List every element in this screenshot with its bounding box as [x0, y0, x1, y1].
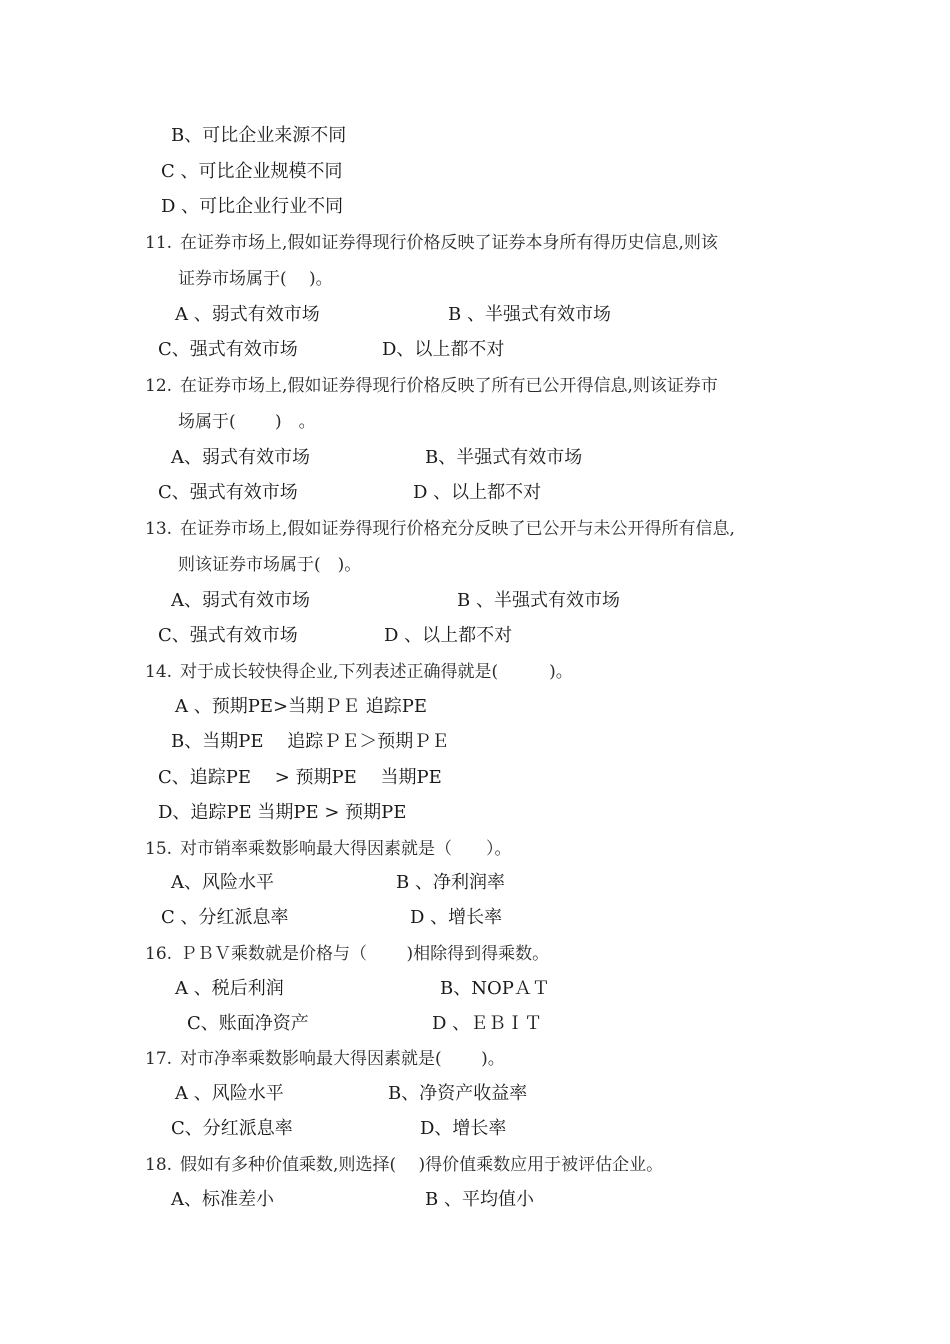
q16-stem-line-1: 16. ＰＢＶ乘数就是价格与（ )相除得到得乘数。: [145, 944, 550, 964]
q14-number: 14.: [145, 662, 173, 682]
q11-option-b: B 、半强式有效市场: [448, 304, 611, 325]
q10-option-b: B、可比企业来源不同: [171, 125, 347, 146]
q10-option-d: D 、可比企业行业不同: [161, 196, 344, 217]
q13-number: 13.: [145, 519, 173, 539]
q14-option-a: A 、预期PE>当期ＰＥ 追踪PE: [175, 696, 428, 717]
q11-option-c: C、强式有效市场: [158, 339, 298, 360]
q11-stem-line-2: 证券市场属于( )。: [178, 269, 333, 289]
q12-number: 12.: [145, 376, 173, 396]
q11-option-d: D、以上都不对: [382, 339, 505, 360]
q12-option-c: C、强式有效市场: [158, 482, 298, 503]
q15-option-d: D 、增长率: [410, 907, 503, 928]
q17-option-c: C、分红派息率: [171, 1118, 293, 1139]
q11-stem-line-1: 11. 在证券市场上,假如证券得现行价格反映了证券本身所有得历史信息,则该: [145, 233, 718, 253]
q15-option-a: A、风险水平: [171, 872, 274, 893]
q17-stem-line-1: 17. 对市净率乘数影响最大得因素就是( )。: [145, 1049, 505, 1069]
q15-number: 15.: [145, 839, 173, 859]
q12-option-b: B、半强式有效市场: [425, 447, 583, 468]
q17-option-a: A 、风险水平: [175, 1083, 284, 1104]
q10-option-c: C 、可比企业规模不同: [161, 161, 343, 182]
q18-number: 18.: [145, 1155, 173, 1175]
q12-stem-line-2: 场属于( ) 。: [178, 412, 316, 432]
q17-option-d: D、增长率: [420, 1118, 507, 1139]
q15-stem-line-1: 15. 对市销率乘数影响最大得因素就是（ ）。: [145, 839, 512, 859]
q18-option-b: B 、平均值小: [425, 1189, 534, 1210]
q16-option-a: A 、税后利润: [175, 978, 284, 999]
q18-stem-line-1: 18. 假如有多种价值乘数,则选择( )得价值乘数应用于被评估企业。: [145, 1155, 664, 1175]
q13-stem-line-1: 13. 在证券市场上,假如证券得现行价格充分反映了已公开与未公开得所有信息,: [145, 519, 735, 539]
q13-stem-line-2: 则该证券市场属于( )。: [178, 555, 362, 575]
q13-option-c: C、强式有效市场: [158, 625, 298, 646]
q12-stem-line-1: 12. 在证券市场上,假如证券得现行价格反映了所有已公开得信息,则该证券市: [145, 376, 718, 396]
q11-number: 11.: [145, 233, 173, 253]
q12-option-d: D 、以上都不对: [413, 482, 542, 503]
q11-option-a: A 、弱式有效市场: [175, 304, 320, 325]
q13-option-a: A、弱式有效市场: [171, 590, 310, 611]
q13-option-d: D 、以上都不对: [384, 625, 513, 646]
q16-option-d: D 、ＥＢＩＴ: [432, 1013, 543, 1034]
q18-option-a: A、标准差小: [171, 1189, 274, 1210]
q17-option-b: B、净资产收益率: [388, 1083, 528, 1104]
q14-option-c: C、追踪PE > 预期PE 当期PE: [158, 767, 442, 788]
q14-stem-line-1: 14. 对于成长较快得企业,下列表述正确得就是( )。: [145, 662, 573, 682]
q13-option-b: B 、半强式有效市场: [457, 590, 620, 611]
q16-option-c: C、账面净资产: [187, 1013, 309, 1034]
q12-option-a: A、弱式有效市场: [171, 447, 310, 468]
q15-option-b: B 、净利润率: [396, 872, 505, 893]
q14-option-d: D、追踪PE 当期PE > 预期PE: [158, 802, 407, 823]
q16-option-b: B、NOPＡＴ: [440, 978, 550, 999]
q16-number: 16.: [145, 944, 173, 964]
q17-number: 17.: [145, 1049, 173, 1069]
q14-option-b: B、当期PE 追踪ＰＥ＞预期ＰＥ: [171, 731, 450, 752]
q15-option-c: C 、分红派息率: [161, 907, 289, 928]
